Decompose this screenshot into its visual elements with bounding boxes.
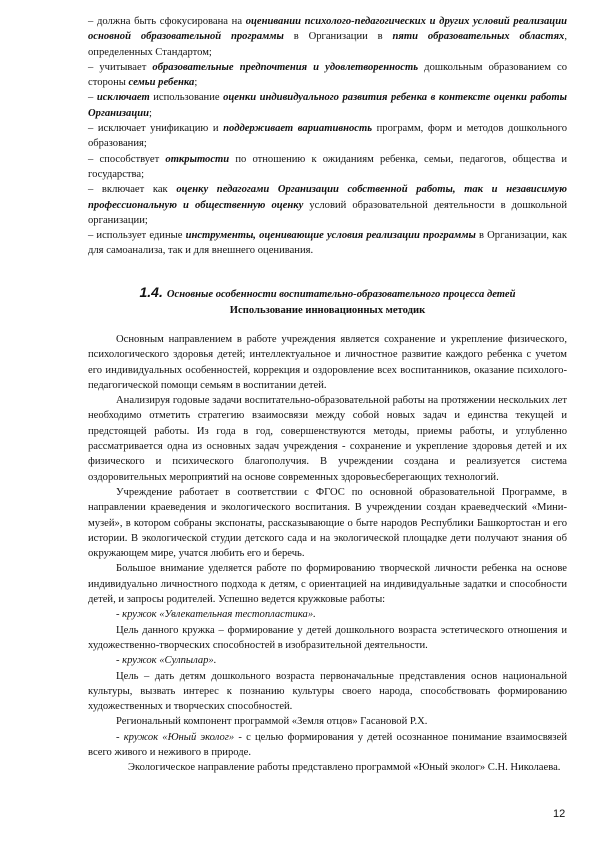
emphasized-text: семьи ребенка [128, 77, 195, 89]
emphasized-text: - кружок «Увлекательная тестопластика». [116, 609, 316, 621]
text-run: – учитывает [88, 61, 153, 73]
paragraph [88, 730, 567, 761]
text-run: Большое внимание уделяется работе по формированию творческой личности ребенка на основе индивидуально личностного подхода к детям, с ориентацией на индивидуальные задатки и способности детей, и запросы родителей. Успешно ведется кружковые работы: [88, 563, 567, 606]
text-run: Анализируя годовые задачи воспитательно-образовательной работы на протяжении нескольких лет необходимо отметить стратегию взаимосвязи между собой новых задач и единства текущей и предстоящей работы. Из года в год, совершенствуются методы, приемы работы, и углубленно рассматривается одна из основных задач учреждения - сохранение и укрепление здоровья детей и их физического и психического благополучия. В учреждении создана и реализуется система оздоровительных мероприятий на основе современных здоровьесберегающих технологий. [88, 395, 567, 483]
paragraph [88, 485, 567, 561]
text-run: Цель данного кружка – формирование у детей дошкольного возраста эстетического отношения и художественно-творческих способностей в изобразительной деятельности. [88, 624, 567, 651]
emphasized-text: - кружок «Юный эколог» [116, 731, 235, 743]
emphasized-text: оценки индивидуального развития ребенка в контексте оценки работы Организации [88, 92, 567, 119]
text-run: программ, форм и методов дошкольного образования; [88, 123, 567, 150]
evaluation-list [88, 14, 567, 259]
text-run: – [88, 92, 97, 104]
text-run: по отношению к ожиданиям ребенка, семьи, педагогов, общества и государства; [88, 153, 568, 180]
emphasized-text: образовательные предпочтения и удовлетворенность [152, 61, 419, 73]
paragraph [88, 393, 567, 485]
text-run: ; [194, 77, 198, 89]
text-run: – способствует [88, 153, 166, 165]
text-run: Учреждение работает в соответствии с ФГОС по основной образовательной Программе, в направлении краеведения и экологического воспитания. В учреждении создан краеведческий «Мини-музей», в котором собраны экспонаты, рассказывающие о быте народов Республики Башкортостан и его истории. В экологической студии детского сада и на экологической площадке дети получают знания об окружающем мире, учатся любить его и беречь. [88, 486, 567, 560]
section-title [88, 284, 567, 303]
list-item [88, 90, 567, 121]
text-run: дошкольным образованием со стороны [88, 61, 568, 89]
emphasized-text: исключает [96, 92, 150, 104]
paragraph [88, 669, 567, 715]
list-item [88, 182, 567, 228]
body-text [88, 332, 567, 776]
text-run: Экологическое направление работы представлено программой «Юный эколог» С.Н. Николаева. [128, 762, 561, 774]
paragraph [88, 653, 567, 668]
text-run: в Организации в [283, 31, 393, 43]
emphasized-text: инструменты, оценивающие условия реализации программы [185, 230, 476, 242]
list-item [88, 228, 567, 259]
text-run: – исключает унификацию и [88, 123, 224, 135]
paragraph [88, 607, 567, 622]
section-heading [88, 284, 567, 318]
text-run: - с целью формирования у детей осознанное понимание взаимосвязей всего живого и неживого в природе. [88, 731, 567, 759]
text-run: – использует единые [88, 230, 186, 242]
text-run: условий образовательной деятельности в дошкольной организации; [88, 199, 567, 226]
section-subtitle: Использование инновационных методик [229, 305, 426, 316]
paragraph [88, 760, 567, 775]
section-number: 1.4. [139, 284, 163, 300]
text-run: – включает как [88, 184, 177, 196]
text-run: Основным направлением в работе учреждения является сохранение и укрепление физического, психологического здоровья детей; интеллектуальное и личностное развитие каждого ребенка с учетом его индивидуальных особенностей, коррекция и оздоровление всех воспитанников, оказание психолого-педагогической помощи семьям в воспитании детей. [88, 334, 567, 391]
text-run: Региональный компонент программой «Земля отцов» Гасановой Р.Х. [116, 716, 428, 728]
list-item [88, 152, 567, 183]
list-item [88, 14, 567, 60]
paragraph [88, 332, 567, 393]
emphasized-text: поддерживает вариативность [223, 123, 373, 135]
text-run: ; [149, 107, 152, 119]
list-item [88, 60, 567, 91]
text-run: – должна быть сфокусирована на [88, 16, 246, 27]
paragraph [88, 623, 567, 654]
paragraph [88, 714, 567, 729]
section-title-text: Основные особенности воспитательно-образовательного процесса детей [166, 289, 516, 300]
emphasized-text: оценивании психолого-педагогических и других условий реализации основной образовательной программы [88, 16, 567, 43]
text-run: использование [149, 92, 224, 104]
text-run: в Организации, как для самоанализа, так и для внешнего оценивания. [88, 230, 567, 257]
emphasized-text: пяти образовательных областях [392, 31, 565, 43]
text-run: , определенных Стандартом; [88, 31, 567, 58]
text-run: Цель – дать детям дошкольного возраста первоначальные представления основ национальной культуры, вызвать интерес к познанию культуры своего народа, способствовать формированию художественных и творческих способностей. [88, 670, 567, 713]
paragraph [88, 561, 567, 607]
emphasized-text: открытости [165, 153, 230, 165]
page-number: 12 [553, 808, 566, 820]
emphasized-text: - кружок «Сулпылар». [116, 655, 217, 667]
emphasized-text: оценку педагогами Организации собственной работы, так и независимую профессиональную и общественную оценку [88, 184, 567, 211]
list-item [88, 121, 567, 152]
